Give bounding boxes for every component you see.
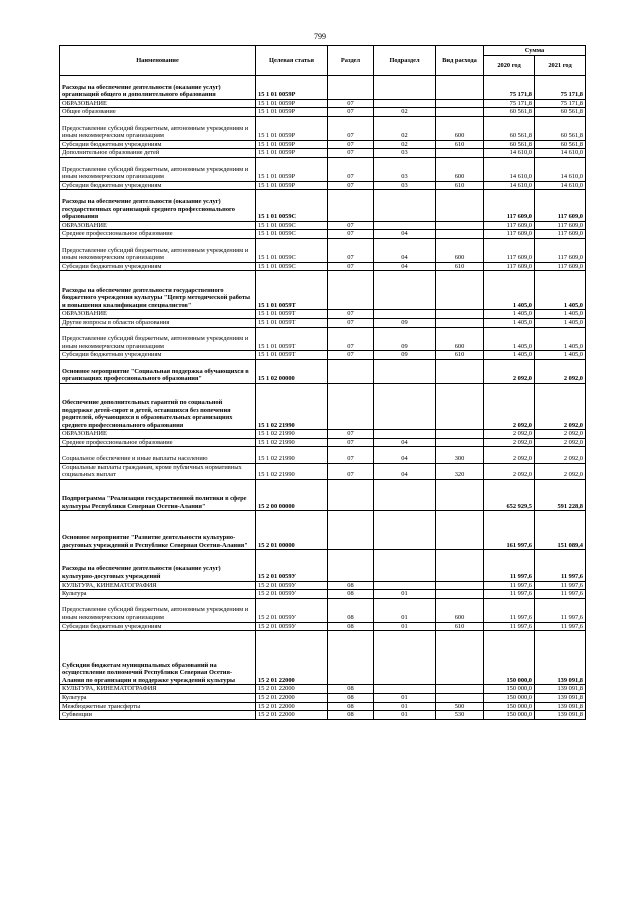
cell-subsection: 03 xyxy=(374,157,436,181)
cell-name: ОБРАЗОВАНИЕ xyxy=(60,221,256,230)
cell-section xyxy=(328,190,374,221)
cell-2020: 75 171,8 xyxy=(484,76,535,100)
cell-target: 15 2 01 22000 xyxy=(256,694,328,703)
cell-name: Предоставление субсидий бюджетным, автономным учреждениям и иным некоммерческим организациям xyxy=(60,238,256,262)
cell-expense-type xyxy=(436,359,484,383)
table-row xyxy=(60,383,586,430)
cell-target: 15 1 01 0059С xyxy=(256,221,328,230)
cell-subsection: 01 xyxy=(374,622,436,631)
header-expense-type: Вид расхода xyxy=(436,46,484,76)
cell-name: Субсидии бюджетным учреждениям xyxy=(60,181,256,190)
cell-subsection: 01 xyxy=(374,598,436,622)
cell-subsection: 01 xyxy=(374,702,436,711)
cell-name: Межбюджетные трансферты xyxy=(60,702,256,711)
cell-name: Подпрограмма "Реализация государственной политики в сфере культуры Республики Северная Осетия-Алания" xyxy=(60,479,256,510)
cell-expense-type xyxy=(436,230,484,239)
cell-2020: 1 405,0 xyxy=(484,327,535,351)
cell-section: 07 xyxy=(328,99,374,108)
cell-name: Дополнительное образование детей xyxy=(60,149,256,158)
cell-2020: 150 000,0 xyxy=(484,702,535,711)
cell-expense-type xyxy=(436,590,484,599)
cell-section xyxy=(328,359,374,383)
cell-target: 15 1 02 21990 xyxy=(256,430,328,439)
cell-subsection xyxy=(374,631,436,685)
cell-target: 15 1 01 0059Р xyxy=(256,140,328,149)
cell-name: КУЛЬТУРА, КИНЕМАТОГРАФИЯ xyxy=(60,685,256,694)
cell-2020: 14 610,0 xyxy=(484,149,535,158)
header-name: Наименование xyxy=(60,46,256,76)
table-row xyxy=(60,116,586,140)
cell-expense-type xyxy=(436,685,484,694)
cell-name: Культура xyxy=(60,694,256,703)
cell-target: 15 1 01 0059Т xyxy=(256,318,328,327)
cell-target: 15 1 02 21990 xyxy=(256,438,328,447)
cell-section: 07 xyxy=(328,430,374,439)
cell-2020: 11 997,6 xyxy=(484,590,535,599)
cell-2020: 117 609,0 xyxy=(484,230,535,239)
cell-name: Предоставление субсидий бюджетным, автономным учреждениям и иным некоммерческим организациям xyxy=(60,327,256,351)
cell-expense-type xyxy=(436,190,484,221)
cell-target: 15 1 01 0059Р xyxy=(256,157,328,181)
cell-2021: 1 405,0 xyxy=(535,351,586,360)
cell-name: Предоставление субсидий бюджетным, автономным учреждениям и иным некоммерческим организациям xyxy=(60,116,256,140)
cell-2020: 117 609,0 xyxy=(484,238,535,262)
cell-name: Предоставление субсидий бюджетным, автономным учреждениям и иным некоммерческим организациям xyxy=(60,598,256,622)
cell-2021: 1 405,0 xyxy=(535,318,586,327)
table-row xyxy=(60,310,586,319)
cell-2020: 2 092,0 xyxy=(484,447,535,463)
cell-name: Культура xyxy=(60,590,256,599)
cell-2021: 2 092,0 xyxy=(535,447,586,463)
cell-section: 08 xyxy=(328,711,374,720)
table-row xyxy=(60,438,586,447)
cell-target: 15 1 01 0059Р xyxy=(256,76,328,100)
cell-2021: 60 561,8 xyxy=(535,140,586,149)
cell-expense-type xyxy=(436,631,484,685)
cell-expense-type xyxy=(436,99,484,108)
cell-2021: 2 092,0 xyxy=(535,383,586,430)
table-row xyxy=(60,430,586,439)
cell-subsection xyxy=(374,359,436,383)
cell-section: 07 xyxy=(328,221,374,230)
table-row xyxy=(60,479,586,510)
table-row xyxy=(60,702,586,711)
cell-name: Среднее профессиональное образование xyxy=(60,438,256,447)
cell-subsection xyxy=(374,271,436,310)
cell-subsection: 01 xyxy=(374,694,436,703)
cell-target: 15 1 01 0059Р xyxy=(256,116,328,140)
cell-subsection: 01 xyxy=(374,711,436,720)
cell-2021: 139 091,8 xyxy=(535,694,586,703)
cell-target: 15 1 02 21990 xyxy=(256,447,328,463)
cell-subsection xyxy=(374,479,436,510)
cell-expense-type: 600 xyxy=(436,327,484,351)
cell-subsection: 03 xyxy=(374,149,436,158)
cell-target: 15 1 01 0059Т xyxy=(256,310,328,319)
cell-subsection: 03 xyxy=(374,181,436,190)
cell-name: Расходы на обеспечение деятельности (оказание услуг) государственных организаций среднего профессионального образования xyxy=(60,190,256,221)
cell-2021: 1 405,0 xyxy=(535,327,586,351)
table-row xyxy=(60,598,586,622)
table-row xyxy=(60,327,586,351)
cell-2021: 591 228,8 xyxy=(535,479,586,510)
cell-subsection: 02 xyxy=(374,108,436,117)
cell-section xyxy=(328,76,374,100)
cell-target: 15 1 01 0059Р xyxy=(256,181,328,190)
cell-subsection xyxy=(374,221,436,230)
cell-2021: 11 997,6 xyxy=(535,581,586,590)
cell-expense-type xyxy=(436,511,484,550)
cell-section xyxy=(328,550,374,581)
cell-target: 15 1 02 21990 xyxy=(256,463,328,479)
cell-name: Субсидии бюджетным учреждениям xyxy=(60,140,256,149)
cell-expense-type: 320 xyxy=(436,463,484,479)
cell-expense-type xyxy=(436,108,484,117)
cell-2020: 1 405,0 xyxy=(484,271,535,310)
cell-subsection xyxy=(374,383,436,430)
table-row xyxy=(60,318,586,327)
cell-target: 15 2 01 22000 xyxy=(256,631,328,685)
cell-2020: 150 000,0 xyxy=(484,685,535,694)
cell-section: 07 xyxy=(328,447,374,463)
cell-section: 07 xyxy=(328,108,374,117)
cell-2021: 14 610,0 xyxy=(535,181,586,190)
cell-2021: 117 609,0 xyxy=(535,190,586,221)
table-row xyxy=(60,271,586,310)
cell-target: 15 2 00 00000 xyxy=(256,479,328,510)
cell-subsection xyxy=(374,99,436,108)
table-body xyxy=(60,76,586,720)
cell-2021: 139 091,8 xyxy=(535,685,586,694)
cell-section: 07 xyxy=(328,327,374,351)
cell-subsection xyxy=(374,190,436,221)
cell-section: 07 xyxy=(328,351,374,360)
cell-section: 08 xyxy=(328,598,374,622)
cell-subsection xyxy=(374,581,436,590)
cell-name: Расходы на обеспечение деятельности (оказание услуг) культурно-досуговых учреждений xyxy=(60,550,256,581)
cell-section: 07 xyxy=(328,230,374,239)
cell-target: 15 1 01 0059Т xyxy=(256,351,328,360)
cell-target: 15 2 01 0059У xyxy=(256,598,328,622)
cell-2020: 11 997,6 xyxy=(484,622,535,631)
cell-section: 08 xyxy=(328,622,374,631)
table-row xyxy=(60,149,586,158)
cell-2020: 2 092,0 xyxy=(484,383,535,430)
table-row xyxy=(60,140,586,149)
cell-subsection xyxy=(374,685,436,694)
cell-expense-type xyxy=(436,581,484,590)
table-row xyxy=(60,221,586,230)
cell-2020: 11 997,6 xyxy=(484,598,535,622)
cell-2020: 60 561,8 xyxy=(484,108,535,117)
table-row xyxy=(60,581,586,590)
cell-section: 08 xyxy=(328,694,374,703)
cell-subsection xyxy=(374,550,436,581)
cell-expense-type: 500 xyxy=(436,702,484,711)
cell-target: 15 2 01 22000 xyxy=(256,685,328,694)
cell-name: ОБРАЗОВАНИЕ xyxy=(60,99,256,108)
cell-section xyxy=(328,383,374,430)
cell-target: 15 1 02 21990 xyxy=(256,383,328,430)
cell-target: 15 1 01 0059С xyxy=(256,238,328,262)
cell-expense-type xyxy=(436,430,484,439)
cell-expense-type: 610 xyxy=(436,140,484,149)
table-row xyxy=(60,631,586,685)
cell-target: 15 1 01 0059С xyxy=(256,230,328,239)
cell-2021: 75 171,8 xyxy=(535,99,586,108)
cell-name: КУЛЬТУРА, КИНЕМАТОГРАФИЯ xyxy=(60,581,256,590)
cell-target: 15 2 01 0059У xyxy=(256,590,328,599)
cell-2020: 2 092,0 xyxy=(484,359,535,383)
cell-subsection: 04 xyxy=(374,230,436,239)
cell-2021: 117 609,0 xyxy=(535,262,586,271)
cell-expense-type xyxy=(436,149,484,158)
cell-name: Расходы на обеспечение деятельности государственного бюджетного учреждения культуры "Центр методической работы и повышения квалификации специалистов" xyxy=(60,271,256,310)
table-row xyxy=(60,181,586,190)
cell-section: 07 xyxy=(328,318,374,327)
cell-expense-type xyxy=(436,310,484,319)
cell-expense-type: 610 xyxy=(436,181,484,190)
cell-subsection: 04 xyxy=(374,438,436,447)
cell-2021: 75 171,8 xyxy=(535,76,586,100)
cell-name: ОБРАЗОВАНИЕ xyxy=(60,310,256,319)
cell-name: Среднее профессиональное образование xyxy=(60,230,256,239)
cell-subsection: 04 xyxy=(374,463,436,479)
cell-name: Субсидии бюджетным учреждениям xyxy=(60,622,256,631)
cell-section: 07 xyxy=(328,140,374,149)
cell-target: 15 2 01 0059У xyxy=(256,550,328,581)
table-row xyxy=(60,463,586,479)
cell-2020: 2 092,0 xyxy=(484,430,535,439)
cell-2020: 75 171,8 xyxy=(484,99,535,108)
cell-section: 07 xyxy=(328,157,374,181)
cell-section: 07 xyxy=(328,116,374,140)
table-row xyxy=(60,685,586,694)
table-row xyxy=(60,359,586,383)
cell-subsection xyxy=(374,511,436,550)
cell-2020: 652 929,5 xyxy=(484,479,535,510)
cell-expense-type xyxy=(436,76,484,100)
cell-subsection: 04 xyxy=(374,262,436,271)
cell-2020: 1 405,0 xyxy=(484,351,535,360)
cell-2020: 117 609,0 xyxy=(484,190,535,221)
cell-section: 08 xyxy=(328,702,374,711)
cell-2021: 117 609,0 xyxy=(535,238,586,262)
header-subsection: Подраздел xyxy=(374,46,436,76)
cell-subsection: 02 xyxy=(374,116,436,140)
cell-section xyxy=(328,631,374,685)
cell-2020: 150 000,0 xyxy=(484,631,535,685)
cell-2020: 11 997,6 xyxy=(484,581,535,590)
cell-2021: 11 997,6 xyxy=(535,590,586,599)
cell-target: 15 2 01 00000 xyxy=(256,511,328,550)
cell-2020: 1 405,0 xyxy=(484,318,535,327)
cell-expense-type xyxy=(436,550,484,581)
cell-target: 15 1 01 0059Р xyxy=(256,108,328,117)
header-2021: 2021 год xyxy=(535,56,586,76)
header-2020: 2020 год xyxy=(484,56,535,76)
cell-expense-type xyxy=(436,318,484,327)
table-row xyxy=(60,76,586,100)
table-row xyxy=(60,262,586,271)
cell-2020: 150 000,0 xyxy=(484,711,535,720)
cell-name: Общее образование xyxy=(60,108,256,117)
cell-section: 08 xyxy=(328,590,374,599)
table-row xyxy=(60,108,586,117)
cell-expense-type: 600 xyxy=(436,598,484,622)
table-row xyxy=(60,550,586,581)
cell-name: ОБРАЗОВАНИЕ xyxy=(60,430,256,439)
cell-name: Субсидии бюджетным учреждениям xyxy=(60,351,256,360)
cell-section: 07 xyxy=(328,149,374,158)
cell-target: 15 2 01 0059У xyxy=(256,622,328,631)
cell-2021: 14 610,0 xyxy=(535,157,586,181)
cell-section: 07 xyxy=(328,438,374,447)
cell-2021: 11 997,6 xyxy=(535,622,586,631)
cell-2021: 2 092,0 xyxy=(535,438,586,447)
cell-section xyxy=(328,511,374,550)
cell-name: Социальное обеспечение и иные выплаты населению xyxy=(60,447,256,463)
cell-name: Субсидии бюджетам муниципальных образований на осуществление полномочий Республики Северная Осетия-Алания по организации и поддержке учреждений культуры xyxy=(60,631,256,685)
cell-2020: 1 405,0 xyxy=(484,310,535,319)
cell-subsection xyxy=(374,430,436,439)
cell-2021: 151 089,4 xyxy=(535,511,586,550)
cell-2020: 60 561,8 xyxy=(484,140,535,149)
cell-name: Расходы на обеспечение деятельности (оказание услуг) организаций общего и дополнительного образования xyxy=(60,76,256,100)
cell-2021: 14 610,0 xyxy=(535,149,586,158)
header-target: Целевая статья xyxy=(256,46,328,76)
cell-2020: 2 092,0 xyxy=(484,438,535,447)
header-sum: Сумма xyxy=(484,46,586,56)
cell-expense-type: 600 xyxy=(436,157,484,181)
cell-2020: 117 609,0 xyxy=(484,262,535,271)
cell-section: 07 xyxy=(328,181,374,190)
table-row xyxy=(60,511,586,550)
cell-2021: 139 091,8 xyxy=(535,702,586,711)
table-row xyxy=(60,190,586,221)
cell-2020: 150 000,0 xyxy=(484,694,535,703)
cell-section xyxy=(328,271,374,310)
cell-target: 15 1 02 00000 xyxy=(256,359,328,383)
cell-2021: 2 092,0 xyxy=(535,359,586,383)
cell-2020: 14 610,0 xyxy=(484,157,535,181)
table-row xyxy=(60,230,586,239)
cell-target: 15 1 01 0059Р xyxy=(256,149,328,158)
cell-2021: 1 405,0 xyxy=(535,310,586,319)
cell-2020: 60 561,8 xyxy=(484,116,535,140)
cell-target: 15 1 01 0059Р xyxy=(256,99,328,108)
cell-section: 08 xyxy=(328,581,374,590)
cell-expense-type: 600 xyxy=(436,238,484,262)
cell-expense-type xyxy=(436,694,484,703)
cell-expense-type: 300 xyxy=(436,447,484,463)
cell-expense-type xyxy=(436,438,484,447)
cell-2020: 14 610,0 xyxy=(484,181,535,190)
cell-2021: 60 561,8 xyxy=(535,108,586,117)
cell-expense-type xyxy=(436,221,484,230)
table-row xyxy=(60,694,586,703)
cell-subsection: 09 xyxy=(374,327,436,351)
table-row xyxy=(60,447,586,463)
cell-subsection: 09 xyxy=(374,318,436,327)
cell-name: Обеспечение дополнительных гарантий по социальной поддержке детей-сирот и детей, оставшихся без попечения родителей, обучающихся в образовательных организациях среднего профессионального образования xyxy=(60,383,256,430)
cell-name: Основное мероприятие "Социальная поддержка обучающихся в организациях профессионального образования" xyxy=(60,359,256,383)
cell-subsection: 01 xyxy=(374,590,436,599)
cell-name: Социальные выплаты гражданам, кроме публичных нормативных социальных выплат xyxy=(60,463,256,479)
cell-expense-type xyxy=(436,271,484,310)
cell-target: 15 2 01 0059У xyxy=(256,581,328,590)
cell-expense-type xyxy=(436,479,484,510)
cell-2020: 117 609,0 xyxy=(484,221,535,230)
cell-target: 15 2 01 22000 xyxy=(256,711,328,720)
cell-2021: 60 561,8 xyxy=(535,116,586,140)
table-row xyxy=(60,622,586,631)
cell-section: 07 xyxy=(328,262,374,271)
cell-subsection xyxy=(374,76,436,100)
cell-target: 15 2 01 22000 xyxy=(256,702,328,711)
page-number: 799 xyxy=(314,32,326,41)
table-row xyxy=(60,711,586,720)
cell-section: 08 xyxy=(328,685,374,694)
table-row xyxy=(60,238,586,262)
cell-2021: 11 997,6 xyxy=(535,550,586,581)
table-row xyxy=(60,590,586,599)
cell-section xyxy=(328,479,374,510)
cell-expense-type: 600 xyxy=(436,116,484,140)
table-row xyxy=(60,157,586,181)
budget-table xyxy=(59,45,586,720)
cell-expense-type xyxy=(436,383,484,430)
cell-2020: 161 997,6 xyxy=(484,511,535,550)
cell-2021: 1 405,0 xyxy=(535,271,586,310)
cell-name: Основное мероприятие "Развитие деятельности культурно-досуговых учреждений в Республике Северная Осетия-Алания" xyxy=(60,511,256,550)
cell-expense-type: 530 xyxy=(436,711,484,720)
cell-subsection: 04 xyxy=(374,447,436,463)
cell-2020: 11 997,6 xyxy=(484,550,535,581)
cell-target: 15 1 01 0059С xyxy=(256,262,328,271)
cell-2021: 2 092,0 xyxy=(535,463,586,479)
cell-subsection xyxy=(374,310,436,319)
cell-section: 07 xyxy=(328,238,374,262)
table-row xyxy=(60,351,586,360)
cell-subsection: 04 xyxy=(374,238,436,262)
cell-target: 15 1 01 0059Т xyxy=(256,271,328,310)
cell-2021: 117 609,0 xyxy=(535,221,586,230)
cell-section: 07 xyxy=(328,463,374,479)
cell-expense-type: 610 xyxy=(436,351,484,360)
cell-name: Субвенции xyxy=(60,711,256,720)
cell-expense-type: 610 xyxy=(436,622,484,631)
header-section: Раздел xyxy=(328,46,374,76)
cell-name: Предоставление субсидий бюджетным, автономным учреждениям и иным некоммерческим организациям xyxy=(60,157,256,181)
cell-target: 15 1 01 0059Т xyxy=(256,327,328,351)
cell-subsection: 02 xyxy=(374,140,436,149)
table-row xyxy=(60,99,586,108)
cell-name: Другие вопросы в области образования xyxy=(60,318,256,327)
cell-expense-type: 610 xyxy=(436,262,484,271)
cell-2021: 117 609,0 xyxy=(535,230,586,239)
cell-target: 15 1 01 0059С xyxy=(256,190,328,221)
cell-2021: 11 997,6 xyxy=(535,598,586,622)
cell-subsection: 09 xyxy=(374,351,436,360)
cell-2021: 139 091,8 xyxy=(535,711,586,720)
cell-name: Субсидии бюджетным учреждениям xyxy=(60,262,256,271)
cell-2021: 139 091,8 xyxy=(535,631,586,685)
cell-2021: 2 092,0 xyxy=(535,430,586,439)
cell-section: 07 xyxy=(328,310,374,319)
cell-2020: 2 092,0 xyxy=(484,463,535,479)
